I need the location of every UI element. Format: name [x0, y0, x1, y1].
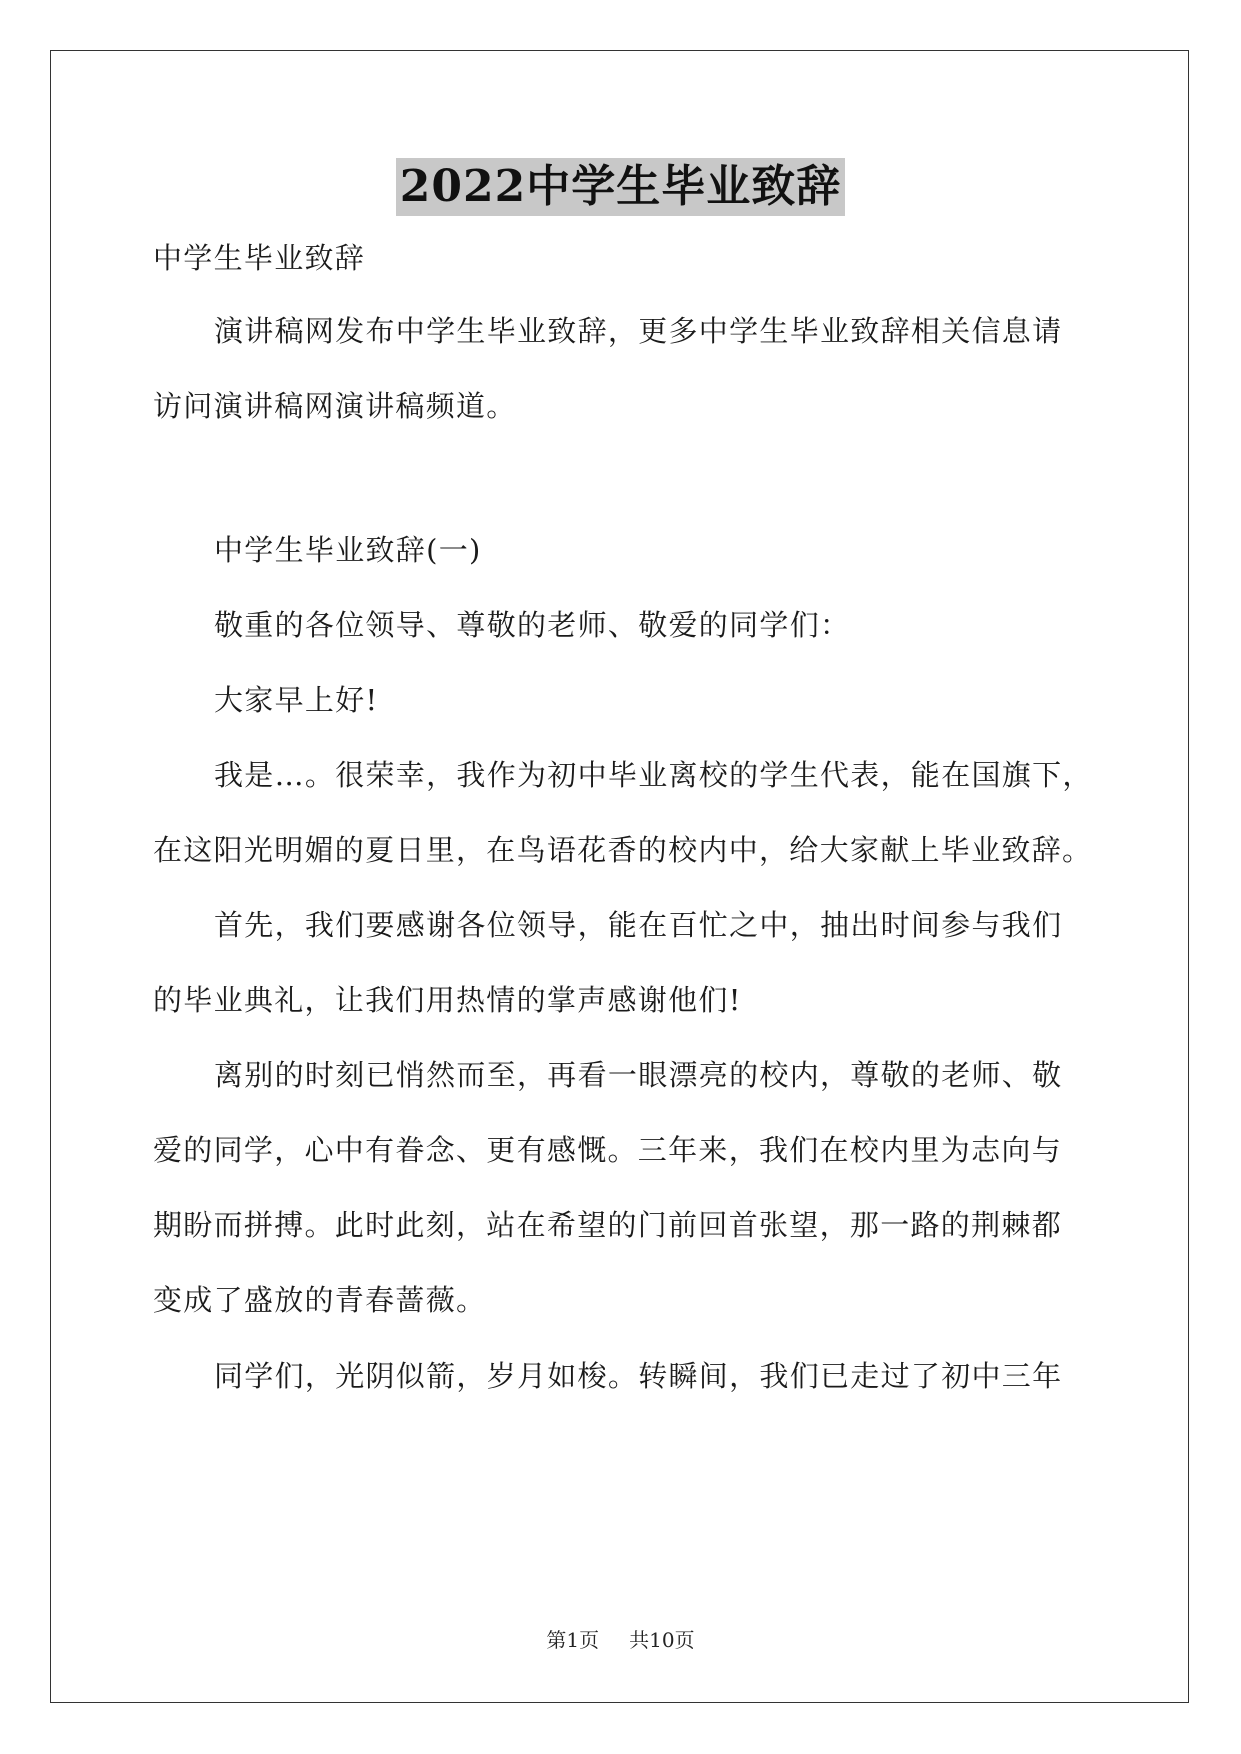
text-line: 同学们，光阴似箭，岁月如梭。转瞬间，我们已走过了初中三年	[214, 1359, 1063, 1393]
text-line: 的毕业典礼，让我们用热情的掌声感谢他们!	[153, 983, 742, 1017]
title-container	[0, 158, 1241, 216]
text-line: 访问演讲稿网演讲稿频道。	[153, 389, 517, 423]
document-title: 2022中学生毕业致辞	[396, 158, 845, 216]
text-line: 在这阳光明媚的夏日里，在鸟语花香的校内中，给大家献上毕业致辞。	[153, 833, 1093, 867]
page-footer	[0, 1628, 1241, 1652]
text-line: 爱的同学，心中有眷念、更有感慨。三年来，我们在校内里为志向与	[153, 1133, 1063, 1167]
text-line: 离别的时刻已悄然而至，再看一眼漂亮的校内，尊敬的老师、敬	[214, 1058, 1063, 1092]
page-total: 共10页	[629, 1628, 695, 1652]
text-line: 敬重的各位领导、尊敬的老师、敬爱的同学们：	[214, 608, 851, 642]
text-line: 中学生毕业致辞	[153, 241, 366, 275]
text-line: 首先，我们要感谢各位领导，能在百忙之中，抽出时间参与我们	[214, 908, 1063, 942]
text-line: 我是…。很荣幸，我作为初中毕业离校的学生代表，能在国旗下，	[214, 758, 1093, 792]
text-line: 中学生毕业致辞(一)	[214, 533, 482, 567]
page-border	[50, 50, 1189, 1703]
text-line: 演讲稿网发布中学生毕业致辞，更多中学生毕业致辞相关信息请	[214, 314, 1063, 348]
text-line: 变成了盛放的青春蔷薇。	[153, 1283, 487, 1317]
text-line: 期盼而拼搏。此时此刻，站在希望的门前回首张望，那一路的荆棘都	[153, 1208, 1063, 1242]
text-line: 大家早上好!	[214, 683, 379, 717]
page-number: 第1页	[546, 1628, 600, 1652]
